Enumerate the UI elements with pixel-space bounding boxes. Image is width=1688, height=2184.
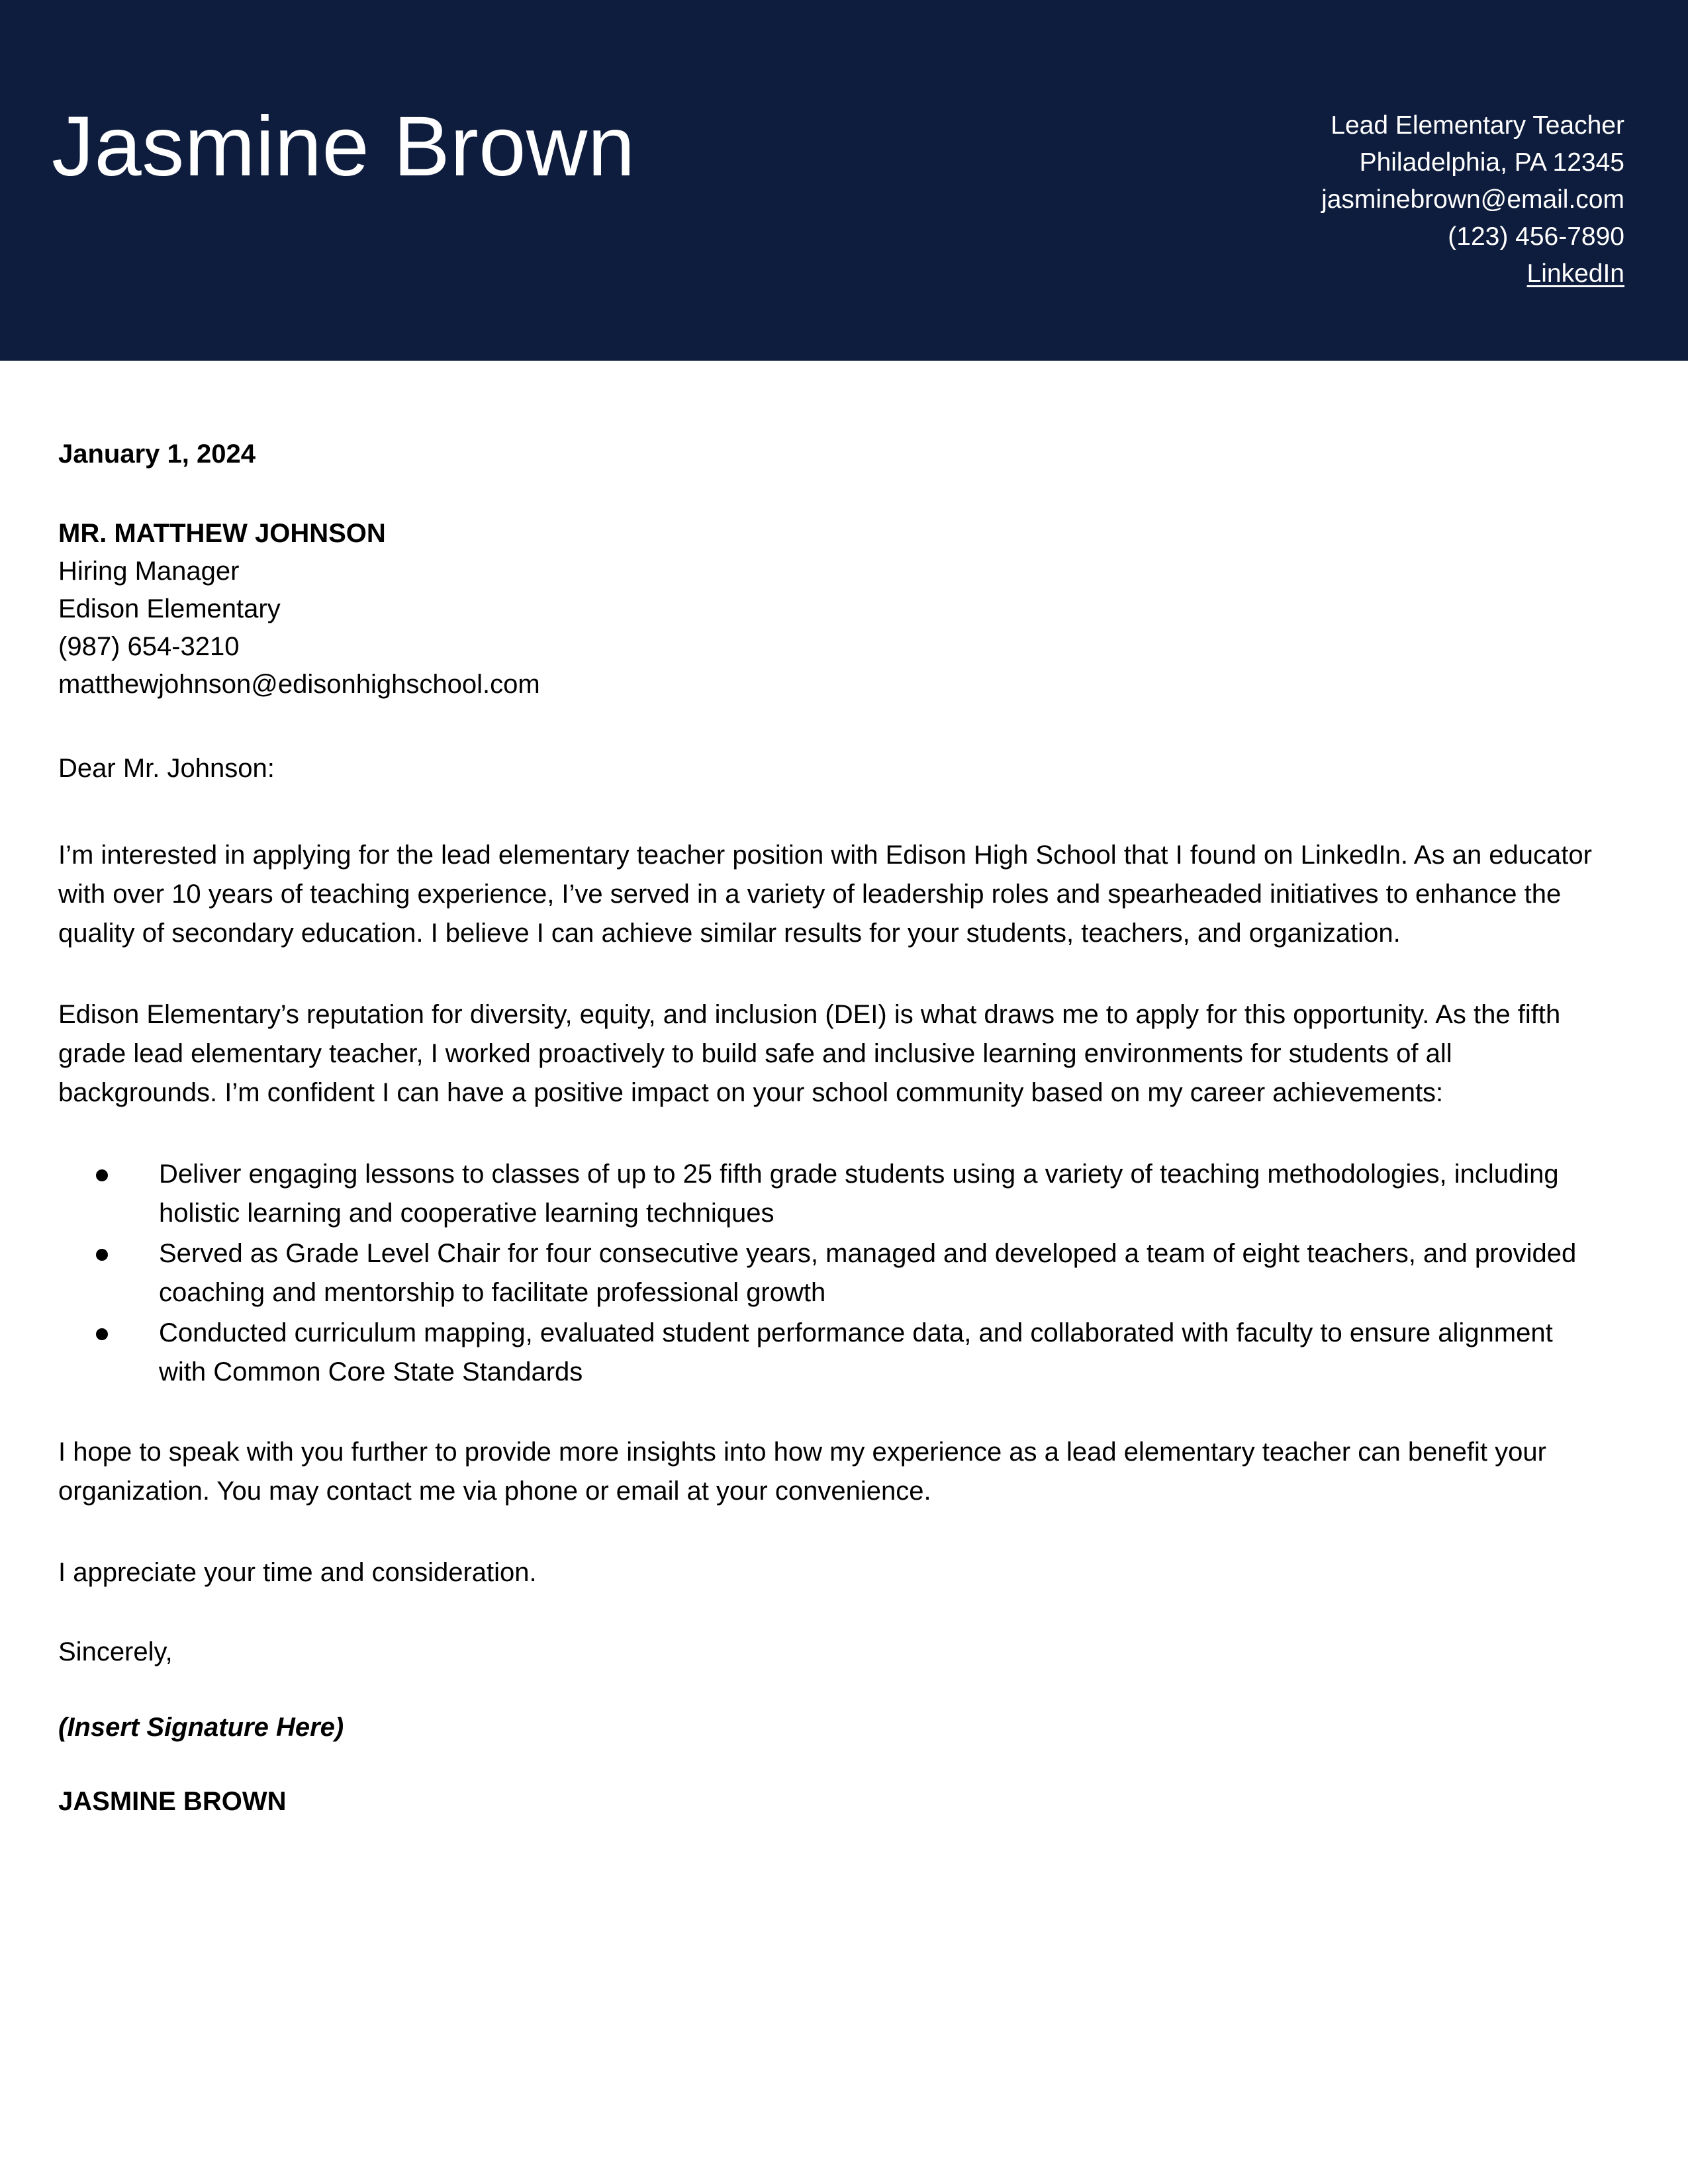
list-item [58, 1155, 1598, 1233]
letter-date: January 1, 2024 [58, 439, 256, 469]
contact-location: Philadelphia, PA 12345 [1359, 148, 1624, 177]
letter-body [58, 437, 1598, 1819]
closing-paragraph: I hope to speak with you further to provide more insights into how my experience as a lead elementary teacher can benefit your organization. You may contact me via phone or email at your convenience. [58, 1437, 1546, 1506]
bullet-icon [96, 1169, 108, 1181]
body-paragraph-1: I’m interested in applying for the lead elementary teacher position with Edison High School that I found on LinkedIn. As an educator with over 10 years of teaching experience, I’ve served in a variety of leadership roles and spearheaded initiatives to enhance the quality of secondary education. I believe I can achieve similar results for your students, teachers, and organization. [58, 841, 1592, 948]
salutation: Dear Mr. Johnson: [58, 754, 275, 783]
recipient-organization: Edison Elementary [58, 594, 281, 623]
bullet-icon [96, 1249, 108, 1261]
recipient-email: matthewjohnson@edisonhighschool.com [58, 670, 540, 699]
recipient-block [58, 515, 1598, 704]
recipient-name: MR. MATTHEW JOHNSON [58, 519, 386, 548]
signer-name: JASMINE BROWN [58, 1787, 287, 1816]
appreciation-line: I appreciate your time and consideration. [58, 1558, 537, 1587]
header-banner [0, 0, 1688, 361]
list-item [58, 1314, 1598, 1392]
recipient-title: Hiring Manager [58, 557, 240, 586]
contact-profile-line [1321, 255, 1624, 293]
list-item [58, 1234, 1598, 1312]
candidate-name: Jasmine Brown [52, 99, 635, 194]
linkedin-link[interactable]: LinkedIn [1526, 259, 1624, 288]
body-paragraph-2: Edison Elementary’s reputation for diversity, equity, and inclusion (DEI) is what draws me to apply for this opportunity. As the fifth grade lead elementary teacher, I worked proactively to build safe and inclusive learning environments for students of all backgrounds. I’m confident I can have a positive impact on your school community based on my career achievements: [58, 1000, 1561, 1107]
bullet-icon [96, 1328, 108, 1340]
achievement-text: Conducted curriculum mapping, evaluated student performance data, and collaborated with faculty to ensure alignment with Common Core State Standards [159, 1318, 1553, 1387]
contact-job-title: Lead Elementary Teacher [1331, 111, 1624, 140]
achievement-text: Deliver engaging lessons to classes of up to 25 fifth grade students using a variety of teaching methodologies, including holistic learning and cooperative learning techniques [159, 1160, 1559, 1228]
signature-placeholder: (Insert Signature Here) [58, 1713, 344, 1742]
header-contact-block [1321, 107, 1624, 293]
achievement-text: Served as Grade Level Chair for four consecutive years, managed and developed a team of eight teachers, and provided coaching and mentorship to facilitate professional growth [159, 1239, 1577, 1307]
contact-phone: (123) 456-7890 [1448, 222, 1624, 251]
recipient-phone: (987) 654-3210 [58, 632, 240, 661]
contact-email[interactable]: jasminebrown@email.com [1321, 185, 1624, 214]
sign-off: Sincerely, [58, 1637, 173, 1666]
achievements-list [58, 1155, 1598, 1392]
